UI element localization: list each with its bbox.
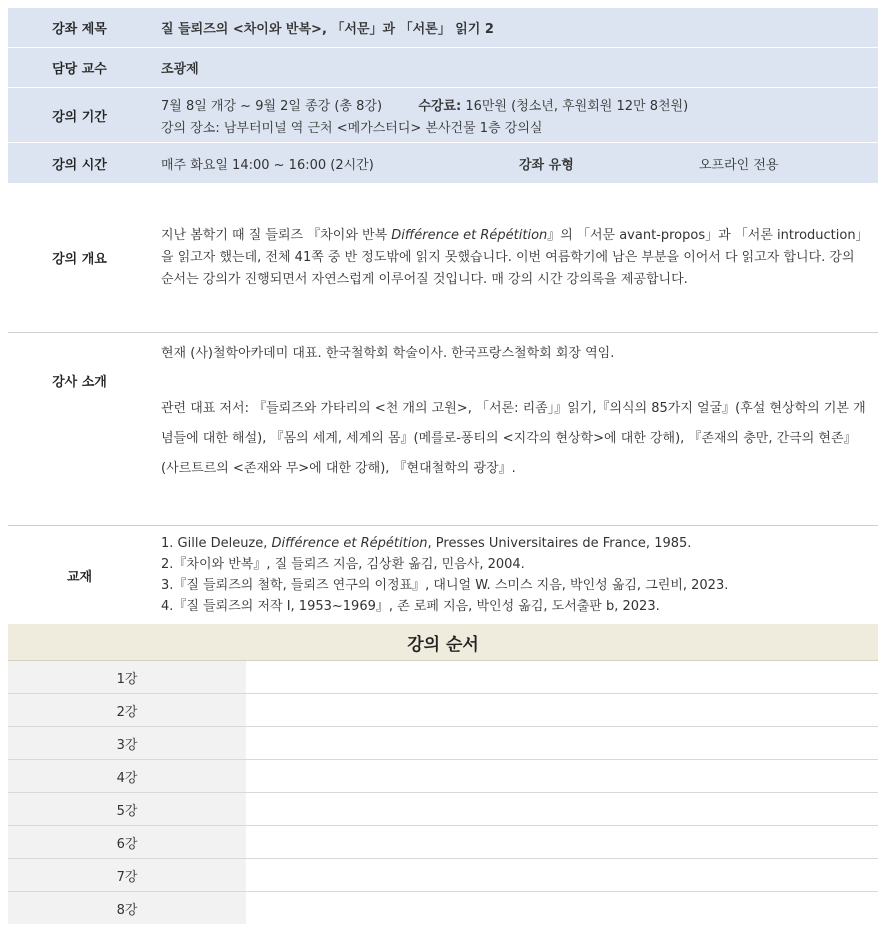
professor-row [8,48,878,88]
type-value: 오프라인 전용 [699,157,779,173]
session-number: 3강 [8,727,246,759]
schedule-row [8,760,878,793]
time-label: 강의 시간 [52,157,107,173]
session-number: 5강 [8,793,246,825]
schedule-row [8,661,878,694]
course-title: 질 들뢰즈의 <차이와 반복>, 「서문」과 「서론」 읽기 2 [161,22,494,37]
textbook-item-2: 2.『차이와 반복』, 질 들뢰즈 지음, 김상환 옮김, 민음사, 2004. [161,557,525,572]
instructor-line2: 관련 대표 저서: 『들뢰즈와 가타리의 <천 개의 고원>, 「서론: 리좀」』읽기,『의식의 85가지 얼굴』(후설 현상학의 기본 개념들에 대한 해설), 『몸의 세계, 세계의 몸』(메를로-퐁티의 <지각의 현상학>에 대한 강해), 『존재의 충만, 간극의 현존』(사르트르의 <존재와 무>에 대한 강해), 『현대철학의 광장』. [161,401,866,476]
time-value: 매주 화요일 14:00 ~ 16:00 (2시간) [161,157,374,173]
period-row [8,88,878,143]
textbook-item-4: 4.『질 들뢰즈의 저작 I, 1953~1969』, 존 로페 지음, 박인성 옮김, 도서출판 b, 2023. [161,599,660,614]
professor-name: 조광제 [161,62,199,77]
period-value: 7월 8일 개강 ~ 9월 2일 종강 (총 8강) [161,98,383,114]
session-content [246,694,878,726]
session-number: 1강 [8,661,246,693]
session-content [246,727,878,759]
type-label: 강좌 유형 [519,157,574,173]
fee-value: 16만원 (청소년, 후원회원 12만 8천원) [465,98,689,114]
course-info-table [8,8,878,924]
instructor-line1: 현재 (사)철학아카데미 대표. 한국철학회 학술이사. 한국프랑스철학회 회장 역임. [161,346,615,361]
time-row [8,143,878,183]
instructor-label: 강사 소개 [52,375,107,390]
textbook-item-3: 3.『질 들뢰즈의 철학, 들뢰즈 연구의 이정표』, 대니얼 W. 스미스 지음, 박인성 옮김, 그린비, 2023. [161,578,729,593]
session-content [246,859,878,891]
session-content [246,661,878,693]
professor-label: 담당 교수 [52,62,107,77]
schedule-row [8,793,878,826]
schedule-row [8,859,878,892]
session-content [246,793,878,825]
session-number: 7강 [8,859,246,891]
session-number: 8강 [8,892,246,924]
schedule-row [8,694,878,727]
instructor-row [8,333,878,526]
fee-label: 수강료: [418,98,462,114]
textbook-row [8,526,878,624]
session-content [246,826,878,858]
session-content [246,760,878,792]
session-content [246,892,878,924]
schedule-row [8,826,878,859]
textbook-list [151,526,878,624]
textbook-item-1: 1. Gille Deleuze, Différence et Répétition, Presses Universitaires de France, 1985. [161,536,692,551]
schedule-row [8,892,878,924]
title-row [8,8,878,48]
session-number: 2강 [8,694,246,726]
schedule-row [8,727,878,760]
overview-label: 강의 개요 [52,252,107,267]
period-label: 강의 기간 [52,109,107,125]
instructor-text [151,333,878,525]
period-details [151,88,878,142]
schedule-table [8,661,878,924]
overview-text: 지난 봄학기 때 질 들뢰즈 『차이와 반복 Différence et Répétition』의 「서문 avant-propos」과 「서론 introduction」을 읽고자 했는데, 전체 41쪽 중 반 정도밖에 읽지 못했습니다. 이번 여름학기에 남은 부분을 이어서 다 읽고자 합니다. 강의 순서는 강의가 진행되면서 자연스럽게 이루어질 것입니다. 매 강의 시간 강의록을 제공합니다. [161,227,869,287]
session-number: 6강 [8,826,246,858]
title-label: 강좌 제목 [52,22,107,37]
overview-row [8,183,878,333]
place-value: 강의 장소: 남부터미널 역 근처 <메가스터디> 본사건물 1층 강의실 [161,120,543,136]
textbook-label: 교재 [66,569,93,585]
session-number: 4강 [8,760,246,792]
schedule-title: 강의 순서 [8,624,878,661]
period-line [161,95,688,114]
